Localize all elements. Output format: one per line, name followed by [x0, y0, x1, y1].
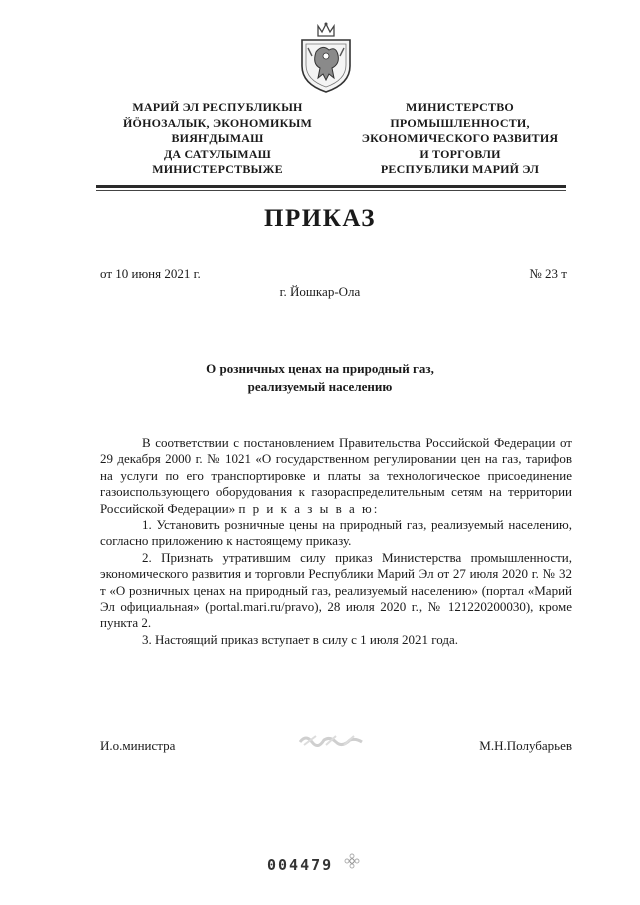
ministry-name-mari — [100, 100, 335, 178]
order-directive: п р и к а з ы в а ю: — [238, 500, 380, 516]
signature-mark — [296, 730, 366, 750]
order-date: от 10 июня 2021 г. — [100, 266, 201, 281]
signatory-name: М.Н.Полубарьев — [479, 738, 572, 753]
flower-stamp-icon — [344, 853, 360, 869]
serial-number: 004479 — [267, 856, 334, 874]
header-right-line: РЕСПУБЛИКИ МАРИЙ ЭЛ — [380, 162, 540, 176]
order-subject — [0, 360, 640, 396]
order-city: г. Йошкар-Ола — [279, 284, 361, 299]
header-divider-thick — [96, 185, 566, 188]
subject-line: реализуемый населению — [247, 379, 393, 394]
header-divider-thin — [96, 190, 566, 191]
preamble-text: В соответствии с постановлением Правительства Российской Федерации от 29 декабря 2000 г. № 1021 «О государственном регулировании цен на газ, тарифов на услуги по его транспортировке и платы за технологическое присоединение газоиспользующего оборудования к газораспределительным сетям на территории Российской Федерации» — [100, 435, 572, 516]
header-right-line: МИНИСТЕРСТВО — [406, 100, 514, 114]
header-right-line: И ТОРГОВЛИ — [419, 146, 501, 161]
ministry-name-russian — [340, 100, 580, 178]
header-left-line: МИНИСТЕРСТВЫЖЕ — [152, 162, 283, 176]
order-body — [100, 435, 572, 648]
header-left-line: ЙÖНОЗАЛЫК, ЭКОНОМИКЫМ — [123, 115, 312, 130]
subject-line: О розничных ценах на природный газ, — [206, 361, 434, 376]
header-right-line: ЭКОНОМИЧЕСКОГО РАЗВИТИЯ — [361, 131, 559, 145]
header-left-line: ВИЯҤДЫМАШ — [171, 131, 264, 145]
preamble-paragraph — [100, 435, 572, 517]
coat-of-arms-icon — [296, 22, 356, 94]
order-number: № 23 т — [529, 266, 567, 281]
order-item-1: 1. Установить розничные цены на природный газ, реализуемый населению, согласно приложению к настоящему приказу. — [100, 517, 572, 549]
signatory-role: И.о.министра — [100, 738, 176, 753]
header-left-line: МАРИЙ ЭЛ РЕСПУБЛИКЫН — [132, 100, 303, 114]
document-title: ПРИКАЗ — [264, 205, 376, 232]
header-right-line: ПРОМЫШЛЕННОСТИ, — [390, 115, 530, 130]
order-item-2: 2. Признать утратившим силу приказ Министерства промышленности, экономического развития и торговли Республики Марий Эл от 27 июля 2020 г. № 32 т «О розничных ценах на природный газ, реализуемый населению» (портал «Марий Эл официальная» (portal.mari.ru/pravo), 28 июля 2020 г., № 121220200030), кроме пункта 2. — [100, 549, 572, 631]
order-item-3: 3. Настоящий приказ вступает в силу с 1 июля 2021 года. — [142, 631, 459, 647]
header-left-line: ДА САТУЛЫМАШ — [163, 146, 272, 161]
